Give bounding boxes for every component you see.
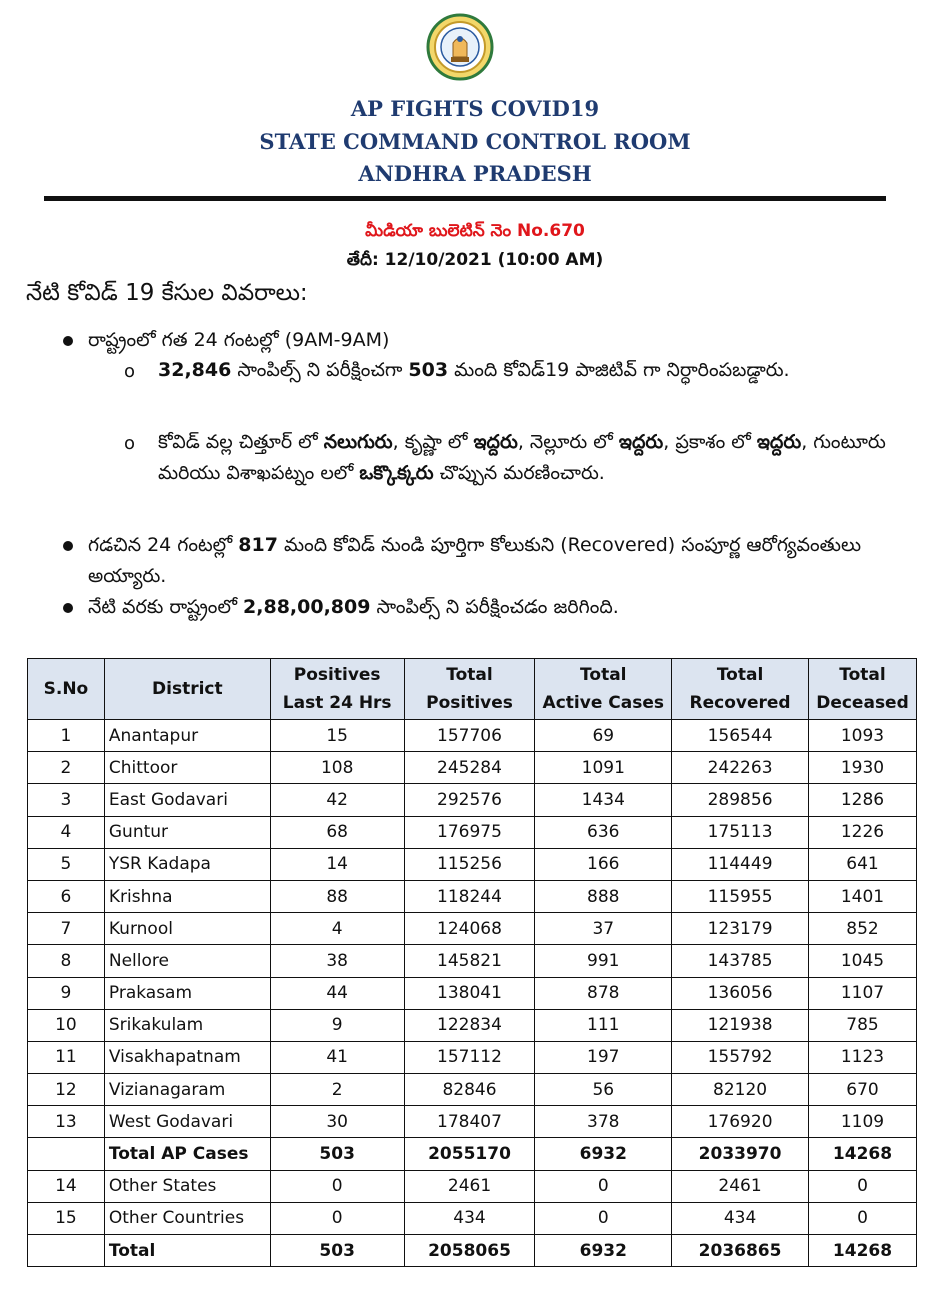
bulletin-date — [0, 250, 950, 274]
cell-sno: 10 — [28, 1009, 105, 1041]
cell-total-pos: 157706 — [404, 720, 535, 752]
table-row — [28, 1202, 917, 1234]
cell-deceased: 1107 — [809, 977, 917, 1009]
cell-deceased: 852 — [809, 913, 917, 945]
cell-sno — [28, 1235, 105, 1267]
cell-district: Other Countries — [104, 1202, 270, 1234]
header-divider — [44, 196, 886, 201]
sub-bullet-marker: o — [124, 433, 136, 454]
samples-count: 32,846 — [158, 359, 232, 381]
header-title-line1: AP FIGHTS COVID19 — [350, 96, 600, 121]
header-sno: S.No — [28, 659, 105, 720]
cell-active: 1434 — [535, 784, 672, 816]
cell-district: East Godavari — [104, 784, 270, 816]
cell-total-pos: 138041 — [404, 977, 535, 1009]
table-row — [28, 848, 917, 880]
cell-total-pos: 82846 — [404, 1074, 535, 1106]
cell-pos24: 0 — [270, 1202, 404, 1234]
bullet-dot — [63, 541, 73, 551]
table-row — [28, 752, 917, 784]
cell-pos24: 0 — [270, 1170, 404, 1202]
deaths-count: ఇద్దరు — [756, 431, 802, 453]
table-row — [28, 913, 917, 945]
cell-recovered: 136056 — [672, 977, 809, 1009]
cell-recovered: 82120 — [672, 1074, 809, 1106]
table-row — [28, 880, 917, 912]
cell-total-pos: 292576 — [404, 784, 535, 816]
cell-district: Chittoor — [104, 752, 270, 784]
cell-sno: 4 — [28, 816, 105, 848]
table-row — [28, 816, 917, 848]
cell-total-pos: 115256 — [404, 848, 535, 880]
cell-recovered: 242263 — [672, 752, 809, 784]
header-district: District — [104, 659, 270, 720]
samples-text: సాంపిల్స్ ని పరీక్షించగా — [231, 359, 409, 381]
cell-sno: 13 — [28, 1106, 105, 1138]
table-row — [28, 977, 917, 1009]
cell-total-pos: 178407 — [404, 1106, 535, 1138]
header-positives-24hrs: Positives Last 24 Hrs — [270, 659, 404, 720]
cell-sno: 8 — [28, 945, 105, 977]
header-recovered: Total Recovered — [672, 659, 809, 720]
cell-sno: 11 — [28, 1041, 105, 1073]
cell-deceased: 1226 — [809, 816, 917, 848]
cell-pos24: 38 — [270, 945, 404, 977]
cell-active: 878 — [535, 977, 672, 1009]
cell-deceased: 670 — [809, 1074, 917, 1106]
cell-pos24: 88 — [270, 880, 404, 912]
cell-deceased: 0 — [809, 1170, 917, 1202]
cell-pos24: 14 — [270, 848, 404, 880]
cell-district: Total AP Cases — [104, 1138, 270, 1170]
cell-recovered: 175113 — [672, 816, 809, 848]
cell-district: West Godavari — [104, 1106, 270, 1138]
table-total-row — [28, 1235, 917, 1267]
cell-active: 56 — [535, 1074, 672, 1106]
header-deceased: Total Deceased — [809, 659, 917, 720]
bullet-dot — [63, 603, 73, 613]
cell-active: 636 — [535, 816, 672, 848]
cell-pos24: 503 — [270, 1138, 404, 1170]
cell-total-pos: 2058065 — [404, 1235, 535, 1267]
deaths-text: , గుంటూరు మరియు విశాఖపట్నం లలో — [158, 431, 886, 484]
cell-total-pos: 2055170 — [404, 1138, 535, 1170]
cell-pos24: 15 — [270, 720, 404, 752]
deaths-text: , ప్రకాశం లో — [663, 431, 757, 453]
cell-pos24: 42 — [270, 784, 404, 816]
bullet-total-samples — [88, 592, 619, 623]
cell-deceased: 1045 — [809, 945, 917, 977]
deaths-text: , నెల్లూరు లో — [517, 431, 619, 453]
ap-government-emblem-icon — [426, 13, 494, 81]
cell-sno: 5 — [28, 848, 105, 880]
cell-sno: 15 — [28, 1202, 105, 1234]
total-samples-text: సాంపిల్స్ ని పరీక్షించడం జరిగింది. — [370, 596, 619, 618]
cell-deceased: 1123 — [809, 1041, 917, 1073]
cell-pos24: 41 — [270, 1041, 404, 1073]
cell-sno: 14 — [28, 1170, 105, 1202]
table-row — [28, 1041, 917, 1073]
deaths-count: ఒక్కొక్కరు — [359, 462, 434, 484]
district-cases-table — [27, 658, 917, 1267]
cell-sno: 9 — [28, 977, 105, 1009]
cell-district: Other States — [104, 1170, 270, 1202]
bullet-dot — [63, 336, 73, 346]
cell-active: 991 — [535, 945, 672, 977]
header-active-cases: Total Active Cases — [535, 659, 672, 720]
cell-recovered: 2461 — [672, 1170, 809, 1202]
table-total-row — [28, 1138, 917, 1170]
table-row — [28, 1106, 917, 1138]
recovered-text: మంది కోవిడ్ నుండి పూర్తిగా కోలుకుని (Recovered) సంపూర్ణ ఆరోగ్యవంతులు అయ్యారు. — [88, 534, 862, 587]
cell-sno: 3 — [28, 784, 105, 816]
cell-deceased: 0 — [809, 1202, 917, 1234]
sub-bullet-marker: o — [124, 361, 136, 382]
cell-recovered: 155792 — [672, 1041, 809, 1073]
deaths-text: చొప్పున మరణించారు. — [433, 462, 605, 484]
positive-count: 503 — [408, 359, 449, 381]
table-row — [28, 1074, 917, 1106]
bullet-recovered — [88, 530, 914, 592]
total-samples-count: 2,88,00,809 — [243, 596, 371, 618]
section-heading: నేటి కోవిడ్ 19 కేసుల వివరాలు: — [26, 280, 308, 306]
cell-pos24: 44 — [270, 977, 404, 1009]
cell-active: 37 — [535, 913, 672, 945]
cell-active: 888 — [535, 880, 672, 912]
cell-district: Anantapur — [104, 720, 270, 752]
cell-active: 6932 — [535, 1235, 672, 1267]
cell-total-pos: 2461 — [404, 1170, 535, 1202]
total-samples-text: నేటి వరకు రాష్ట్రంలో — [88, 596, 244, 618]
cell-total-pos: 122834 — [404, 1009, 535, 1041]
cell-deceased: 1286 — [809, 784, 917, 816]
cell-pos24: 2 — [270, 1074, 404, 1106]
table-header-row — [28, 659, 917, 720]
deaths-count: ఇద్దరు — [618, 431, 664, 453]
cell-district: Guntur — [104, 816, 270, 848]
cell-total-pos: 124068 — [404, 913, 535, 945]
recovered-count: 817 — [238, 534, 278, 556]
cell-sno: 6 — [28, 880, 105, 912]
cell-active: 1091 — [535, 752, 672, 784]
cell-recovered: 2033970 — [672, 1138, 809, 1170]
header-title-line3: ANDHRA PRADESH — [358, 161, 592, 186]
positive-text: మంది కోవిడ్19 పాజిటివ్ గా నిర్ధారింపబడ్డారు. — [448, 359, 790, 381]
cell-recovered: 143785 — [672, 945, 809, 977]
cell-total-pos: 176975 — [404, 816, 535, 848]
cell-district: Total — [104, 1235, 270, 1267]
cell-district: Visakhapatnam — [104, 1041, 270, 1073]
cell-sno: 7 — [28, 913, 105, 945]
table-row — [28, 1009, 917, 1041]
table-row — [28, 784, 917, 816]
cell-pos24: 503 — [270, 1235, 404, 1267]
cell-deceased: 641 — [809, 848, 917, 880]
cell-total-pos: 434 — [404, 1202, 535, 1234]
cell-total-pos: 118244 — [404, 880, 535, 912]
cell-active: 6932 — [535, 1138, 672, 1170]
cell-active: 111 — [535, 1009, 672, 1041]
deaths-count: ఇద్దరు — [473, 431, 518, 453]
cell-deceased: 14268 — [809, 1235, 917, 1267]
cell-recovered: 176920 — [672, 1106, 809, 1138]
cell-sno: 2 — [28, 752, 105, 784]
cell-deceased: 1093 — [809, 720, 917, 752]
cell-sno: 1 — [28, 720, 105, 752]
cell-district: Krishna — [104, 880, 270, 912]
cell-deceased: 14268 — [809, 1138, 917, 1170]
bullet-24hrs: రాష్ట్రంలో గత 24 గంటల్లో (9AM-9AM) — [88, 329, 390, 351]
cell-active: 197 — [535, 1041, 672, 1073]
cell-active: 0 — [535, 1202, 672, 1234]
cell-deceased: 785 — [809, 1009, 917, 1041]
sub-bullet-samples — [158, 355, 874, 386]
cell-district: YSR Kadapa — [104, 848, 270, 880]
cell-total-pos: 145821 — [404, 945, 535, 977]
bulletin-number: మీడియా బులెటిన్ నెం No.670 — [365, 221, 585, 241]
cell-recovered: 114449 — [672, 848, 809, 880]
cell-sno — [28, 1138, 105, 1170]
cell-district: Srikakulam — [104, 1009, 270, 1041]
cell-active: 378 — [535, 1106, 672, 1138]
cell-district: Prakasam — [104, 977, 270, 1009]
cell-recovered: 289856 — [672, 784, 809, 816]
deaths-text: , కృష్ణా లో — [392, 431, 474, 453]
cell-deceased: 1930 — [809, 752, 917, 784]
sub-bullet-deaths — [158, 427, 908, 489]
deaths-count: నలుగురు — [323, 431, 393, 453]
cell-active: 0 — [535, 1170, 672, 1202]
table-row — [28, 720, 917, 752]
cell-district: Nellore — [104, 945, 270, 977]
cell-sno: 12 — [28, 1074, 105, 1106]
cell-recovered: 121938 — [672, 1009, 809, 1041]
cell-total-pos: 245284 — [404, 752, 535, 784]
cell-recovered: 115955 — [672, 880, 809, 912]
date-value: : 12/10/2021 (10:00 AM) — [371, 250, 604, 270]
deaths-text: కోవిడ్ వల్ల చిత్తూర్ లో — [158, 431, 324, 453]
table-row — [28, 945, 917, 977]
cell-pos24: 30 — [270, 1106, 404, 1138]
date-label: తేదీ — [346, 250, 372, 270]
cell-recovered: 156544 — [672, 720, 809, 752]
cell-district: Kurnool — [104, 913, 270, 945]
cell-recovered: 2036865 — [672, 1235, 809, 1267]
cell-pos24: 108 — [270, 752, 404, 784]
cell-pos24: 4 — [270, 913, 404, 945]
cell-deceased: 1401 — [809, 880, 917, 912]
cell-active: 166 — [535, 848, 672, 880]
cell-deceased: 1109 — [809, 1106, 917, 1138]
header-total-positives: Total Positives — [404, 659, 535, 720]
cell-district: Vizianagaram — [104, 1074, 270, 1106]
header-title-line2: STATE COMMAND CONTROL ROOM — [259, 129, 691, 154]
cell-pos24: 9 — [270, 1009, 404, 1041]
cell-total-pos: 157112 — [404, 1041, 535, 1073]
table-row — [28, 1170, 917, 1202]
cell-pos24: 68 — [270, 816, 404, 848]
cell-active: 69 — [535, 720, 672, 752]
cell-recovered: 123179 — [672, 913, 809, 945]
recovered-text: గడచిన 24 గంటల్లో — [88, 534, 239, 556]
cell-recovered: 434 — [672, 1202, 809, 1234]
